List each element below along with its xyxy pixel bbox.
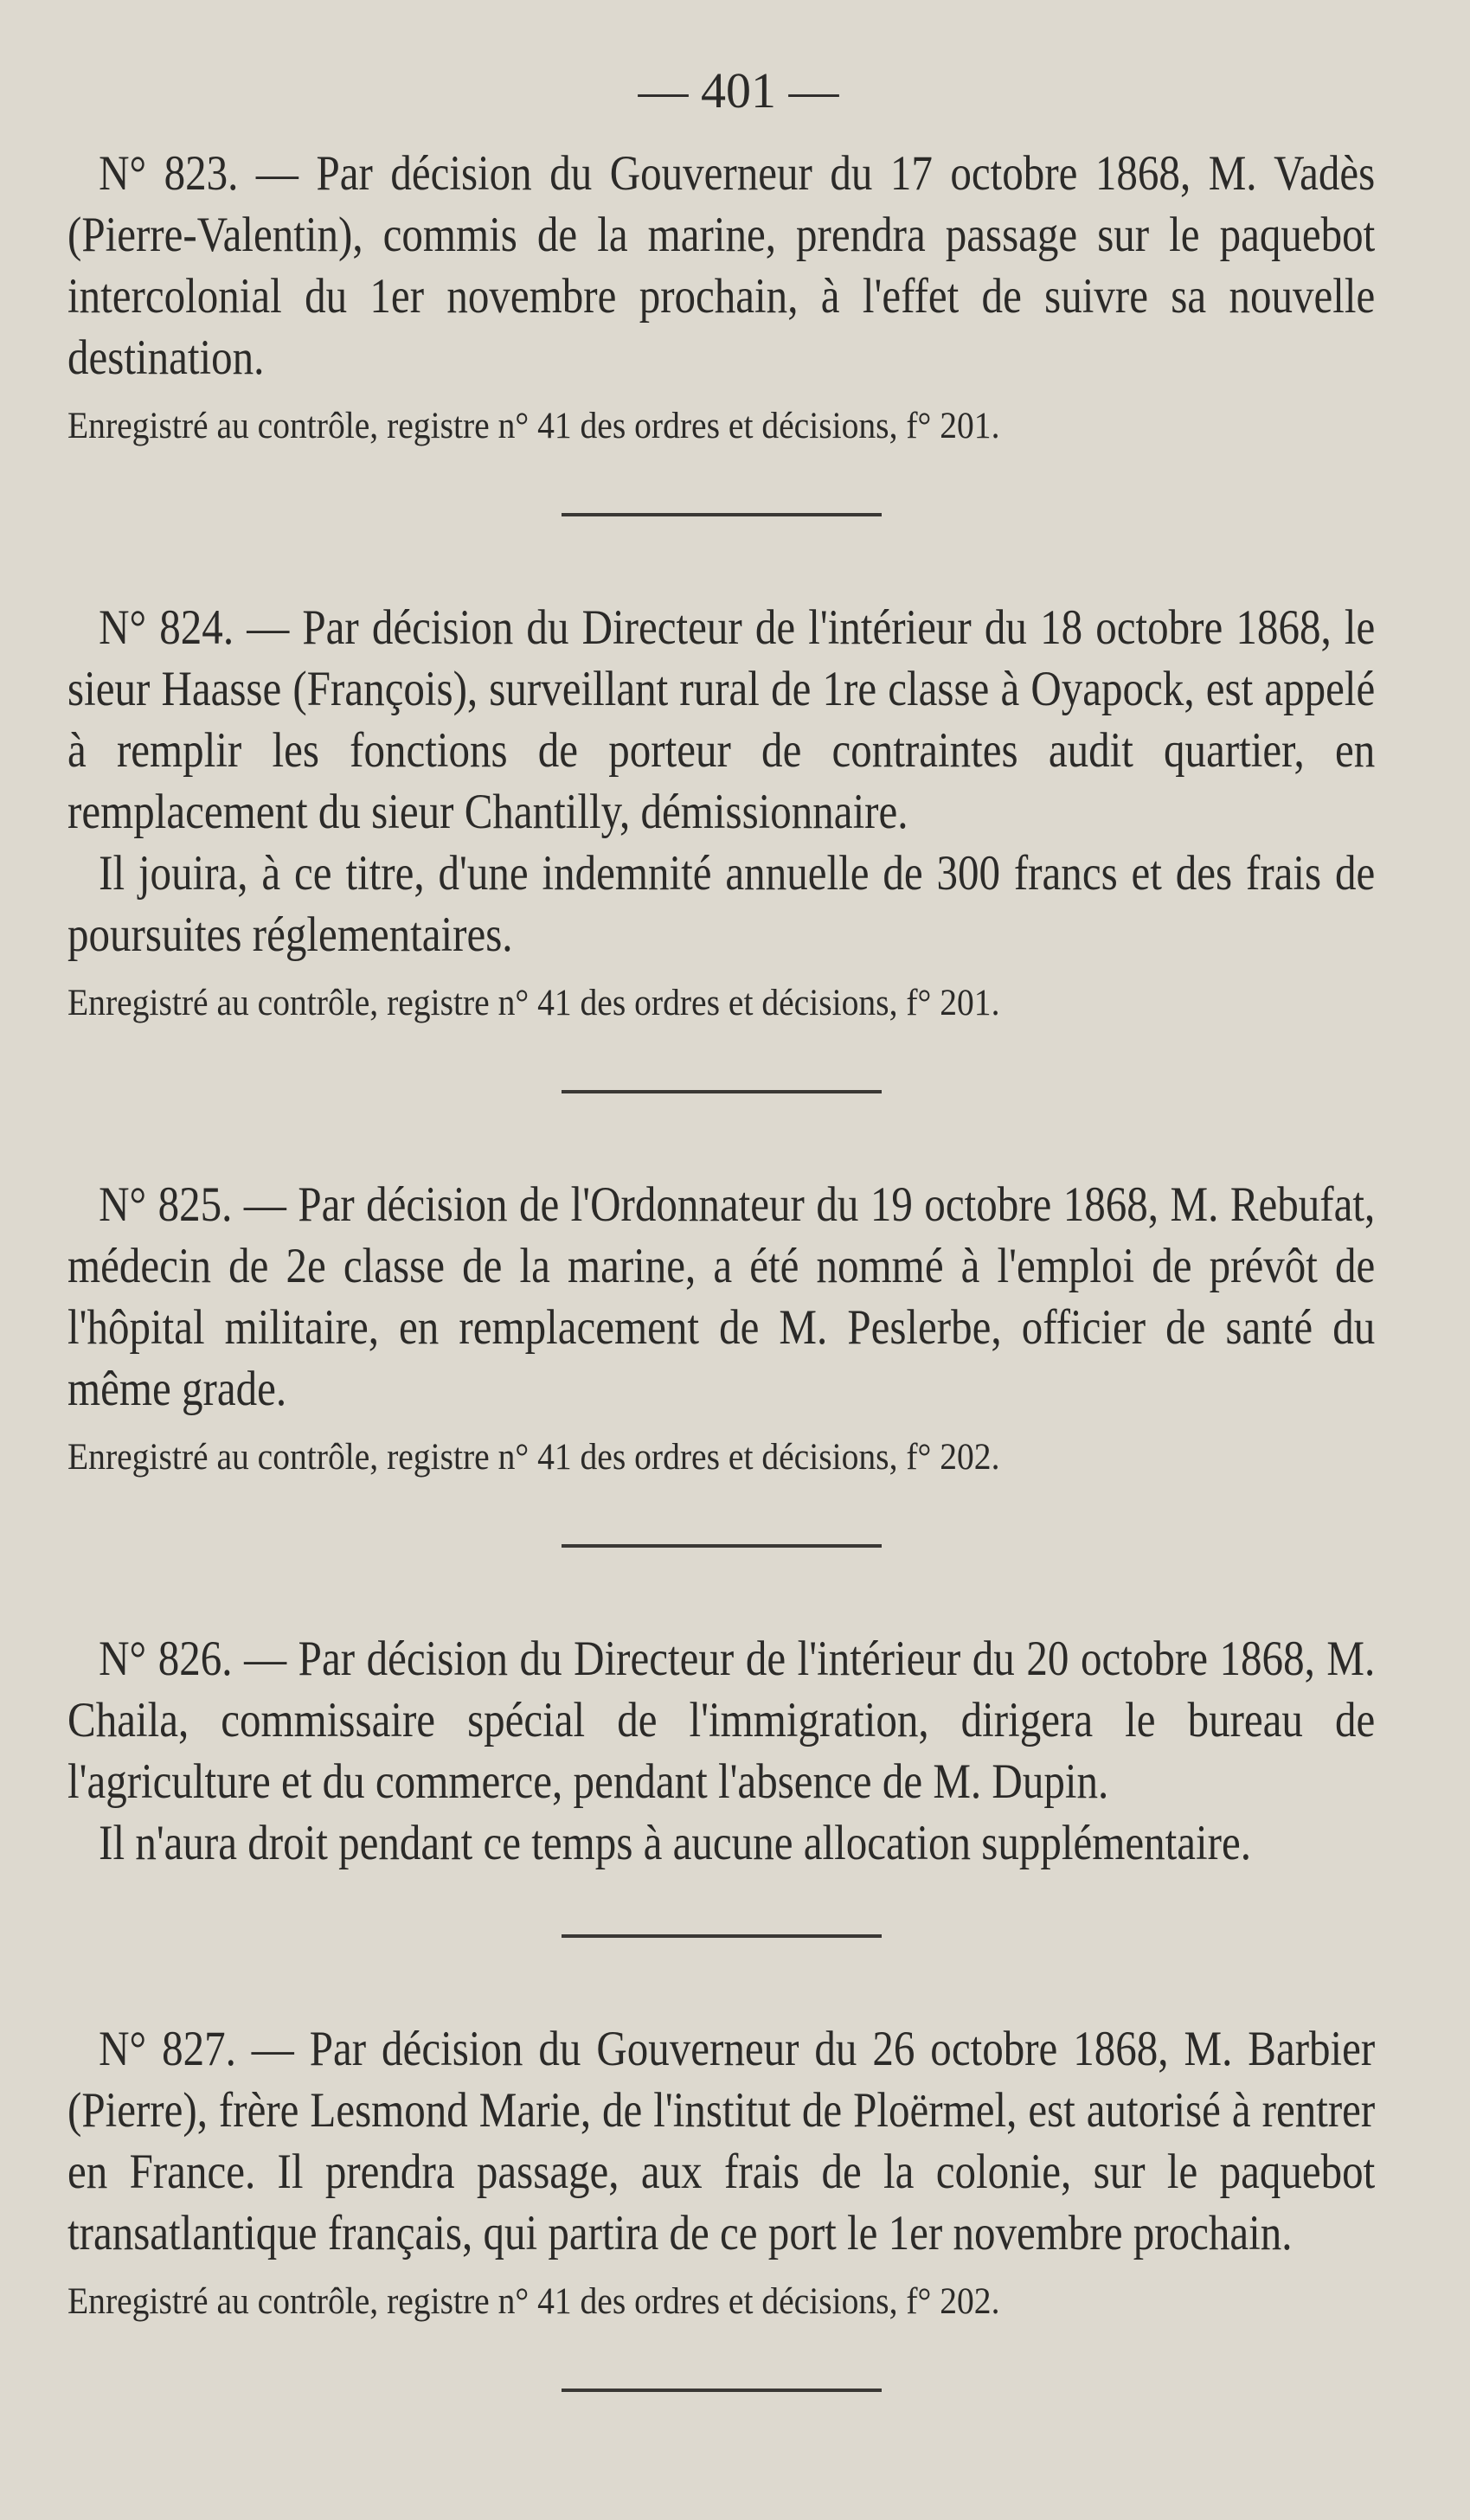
- registration-note: Enregistré au contrôle, registre n° 41 des ordres et décisions, f° 201.: [67, 406, 1000, 446]
- entry-paragraph: N° 826. — Par décision du Directeur de l'intérieur du 20 octobre 1868, M. Chaila, commissaire spécial de l'immigration, dirigera le bureau de l'agriculture et du commerce, pendant l'absence de M. Dupin.: [67, 1632, 1376, 1809]
- decision-entry-825: [67, 1174, 1375, 1484]
- section-divider: [562, 1934, 882, 1938]
- entry-paragraph: N° 827. — Par décision du Gouverneur du 26 octobre 1868, M. Barbier (Pierre), frère Lesmond Marie, de l'institut de Ploërmel, est autorisé à rentrer en France. Il prendra passage, aux frais de la colonie, sur le paquebot transatlantique français, qui partira de ce port le 1er novembre prochain.: [67, 2022, 1376, 2260]
- registration-note: Enregistré au contrôle, registre n° 41 des ordres et décisions, f° 201.: [67, 983, 1000, 1023]
- page-number: — 401 —: [638, 62, 839, 119]
- section-divider: [562, 1544, 882, 1548]
- registration-note: Enregistré au contrôle, registre n° 41 des ordres et décisions, f° 202.: [67, 2281, 1000, 2322]
- section-divider: [562, 2389, 882, 2392]
- section-divider: [562, 1090, 882, 1093]
- decision-entry-824: [67, 597, 1375, 1029]
- decision-entry-826: [67, 1628, 1375, 1874]
- entry-paragraph: Il jouira, à ce titre, d'une indemnité annuelle de 300 francs et des frais de poursuites réglementaires.: [67, 846, 1376, 962]
- section-divider: [562, 513, 882, 516]
- registration-note: Enregistré au contrôle, registre n° 41 des ordres et décisions, f° 202.: [67, 1437, 1000, 1478]
- entry-paragraph: N° 825. — Par décision de l'Ordonnateur du 19 octobre 1868, M. Rebufat, médecin de 2e classe de la marine, a été nommé à l'emploi de prévôt de l'hôpital militaire, en remplacement de M. Peslerbe, officier de santé du même grade.: [67, 1177, 1376, 1416]
- entry-paragraph: N° 823. — Par décision du Gouverneur du 17 octobre 1868, M. Vadès (Pierre-Valentin), commis de la marine, prendra passage sur le paquebot intercolonial du 1er novembre prochain, à l'effet de suivre sa nouvelle destination.: [67, 146, 1376, 385]
- decision-entry-823: [67, 143, 1375, 452]
- entry-paragraph: N° 824. — Par décision du Directeur de l'intérieur du 18 octobre 1868, le sieur Haasse (François), surveillant rural de 1re classe à Oyapock, est appelé à remplir les fonctions de porteur de contraintes audit quartier, en remplacement du sieur Chantilly, démissionnaire.: [67, 600, 1376, 839]
- decision-entry-827: [67, 2018, 1375, 2328]
- entry-paragraph: Il n'aura droit pendant ce temps à aucune allocation supplémentaire.: [99, 1816, 1251, 1870]
